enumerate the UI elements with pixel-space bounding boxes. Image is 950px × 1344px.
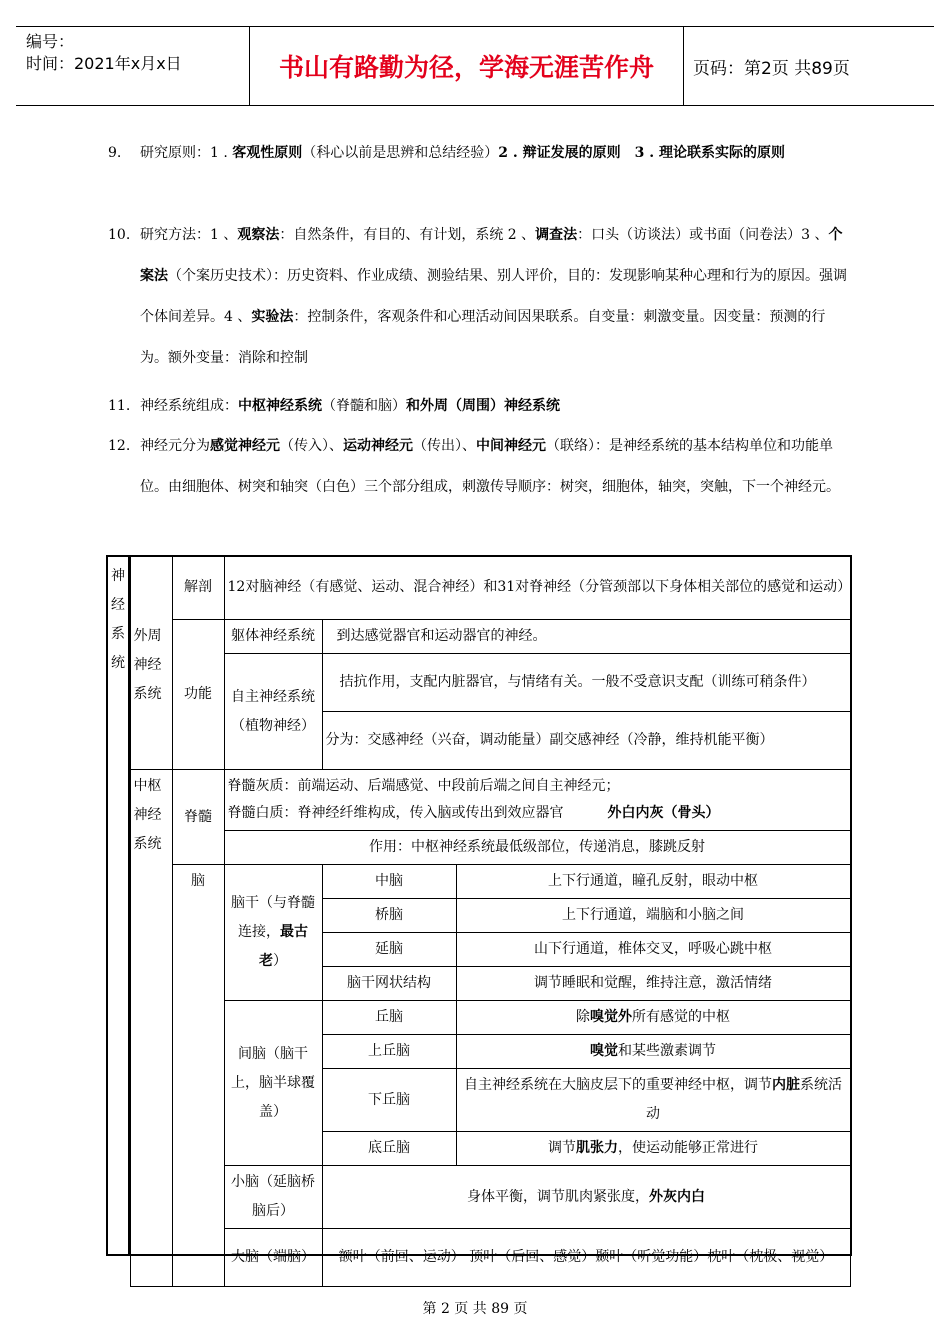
central-label: 中枢神经系统 <box>130 770 172 1287</box>
item-10 <box>108 215 848 379</box>
text: ：控制条件，客观条件和心理活动间因果联系。自变量：刺激变量。因变量：预测的行为。额外变量：消除和控制 <box>140 309 826 366</box>
bold-text: 中间神经元 <box>476 438 546 454</box>
bold-text: 运动神经元 <box>343 438 413 454</box>
bold-text: 实验法 <box>251 309 294 325</box>
bold-text: 内脏 <box>772 1077 800 1093</box>
reticular-label: 脑干网状结构 <box>322 967 456 1001</box>
spinal-matter <box>224 770 850 831</box>
autonomic-desc-1: 拮抗作用，支配内脏器官，与情绪有关。一般不受意识支配（训练可稍条件） <box>322 654 850 712</box>
item-12 <box>108 426 848 549</box>
bold-text: 外灰内白 <box>649 1188 705 1205</box>
text: 调节 <box>548 1140 576 1156</box>
subthalamus-label: 底丘脑 <box>322 1132 456 1166</box>
bold-text: 最古老 <box>259 924 308 969</box>
text: ：是神经系统的基本结构单位和功能单位。由细胞体、树突和轴突（白色）三个部分组成，刺激传导顺序：树突，细胞体，轴突，突触，下一个神经元。 <box>140 438 840 495</box>
text: 所有感觉的中枢 <box>632 1009 730 1025</box>
somatic-label: 躯体神经系统 <box>224 620 322 654</box>
spinal-role: 作用：中枢神经系统最低级部位，传递消息，膝跳反射 <box>224 831 850 865</box>
somatic-desc: 到达感觉器官和运动器官的神经。 <box>322 620 850 654</box>
bold-text: 调查法 <box>535 227 578 243</box>
spinal-label: 脊髓 <box>172 770 224 865</box>
spinal-white-row <box>228 800 847 827</box>
page-footer: 第 2 页 共 89 页 <box>422 1301 528 1317</box>
pons-label: 桥脑 <box>322 899 456 933</box>
bold-text: 感觉神经元 <box>210 438 280 454</box>
bold-text: 肌张力 <box>576 1140 618 1156</box>
text: 研究原则：1 . <box>140 145 233 161</box>
bold-text: （周围） <box>448 398 504 414</box>
item-number: 10. <box>108 227 131 243</box>
item-11 <box>108 386 848 427</box>
hypothalamus-label: 下丘脑 <box>322 1069 456 1132</box>
hypothalamus-desc <box>456 1069 850 1132</box>
pons-desc: 上下行通道，端脑和小脑之间 <box>456 899 850 933</box>
bold-text: 3 . 理论联系实际的原则 <box>634 145 786 161</box>
text: 除 <box>576 1009 590 1025</box>
midbrain-label: 中脑 <box>322 865 456 899</box>
subthalamus-desc <box>456 1132 850 1166</box>
text: ，使运动能够正常进行 <box>618 1140 758 1156</box>
bold-text: 2 . 辩证发展的原则 <box>498 145 621 161</box>
item-number: 11. <box>108 398 131 414</box>
item-text <box>140 215 848 379</box>
cerebrum-desc: 额叶（前回、运动） 顶叶（后回、感觉）颞叶（听觉功能）枕叶（枕极、视觉） <box>322 1229 850 1287</box>
nerve-system-label: 神经系统 <box>111 568 125 671</box>
text: （传出）、 <box>413 438 476 454</box>
text: 研究方法：1 、 <box>140 227 238 243</box>
page-header <box>16 26 934 106</box>
bold-text: 嗅觉 <box>590 1043 618 1059</box>
item-text <box>140 386 848 427</box>
header-meta <box>16 27 250 105</box>
text: （传入）、 <box>280 438 343 454</box>
diencephalon-label: 间脑（脑干上，脑半球覆盖） <box>224 1001 322 1166</box>
table-thick-divider <box>128 556 131 1256</box>
bold-text: ：历史资料、作业成绩、测验结果、别人评价，目的：发现影响某种心理和行为的原因。强调个体间差异。4 、 <box>140 268 847 325</box>
text: （联络） <box>546 438 595 454</box>
text: 神经系统组成： <box>140 398 238 414</box>
brain-label: 脑 <box>172 865 224 1287</box>
thalamus-label: 丘脑 <box>322 1001 456 1035</box>
text: （个案历史技术） <box>168 268 273 284</box>
header-page-info: 页码：第2页 共89页 <box>693 58 850 79</box>
cerebrum-label: 大脑（端脑） <box>224 1229 322 1287</box>
text: 脑干（与脊髓连接， <box>231 895 315 940</box>
item-number: 9. <box>108 145 122 161</box>
nervous-system-table <box>106 555 851 1287</box>
time-label: 时间：2021年x月x日 <box>26 54 182 73</box>
text: （科心以前是思辨和总结经验） <box>302 145 499 161</box>
text: 神经元分为 <box>140 438 210 454</box>
bold-text: 和外周 <box>406 398 448 414</box>
text: ：自然条件，有目的、有计划，系统 2 、 <box>279 227 536 243</box>
text: 身体平衡，调节肌肉紧张度， <box>467 1188 649 1205</box>
bold-text: 客观性原则 <box>232 145 303 161</box>
bold-text: 神经系统 <box>504 398 560 414</box>
text: （脊髓和脑） <box>322 398 406 414</box>
text: 和某些激素调节 <box>618 1043 716 1059</box>
function-label: 功能 <box>172 620 224 770</box>
bold-text: 中枢神经系统 <box>238 398 322 414</box>
medulla-desc: 山下行通道，椎体交叉，呼吸心跳中枢 <box>456 933 850 967</box>
anatomy-label: 解剖 <box>172 556 224 620</box>
spinal-bold: 外白内灰（骨头） <box>607 805 720 821</box>
midbrain-desc: 上下行通道，瞳孔反射，眼动中枢 <box>456 865 850 899</box>
spinal-white: 脊髓白质：脊神经纤维构成，传入脑或传出到效应器官 <box>227 805 564 821</box>
text: 系统活动 <box>646 1077 842 1122</box>
bold-text: 观察法 <box>237 227 280 243</box>
bold-text: 个案法 <box>140 227 843 284</box>
epithalamus-label: 上丘脑 <box>322 1035 456 1069</box>
peripheral-label: 外周神经系统 <box>130 556 172 770</box>
spinal-grey: 脊髓灰质：前端运动、后端感觉、中段前后端之间自主神经元； <box>227 778 620 794</box>
anatomy-desc: 12对脑神经（有感觉、运动、混合神经）和31对脊神经（分管颈部以下身体相关部位的感觉和运动） <box>224 556 850 620</box>
text: ：口头（访谈法）或书面（问卷法）3 、 <box>577 227 829 243</box>
cerebellum-label: 小脑（延脑桥脑后） <box>224 1166 322 1229</box>
item-9 <box>108 133 848 217</box>
bold-text: 嗅觉外 <box>590 1009 632 1025</box>
medulla-label: 延脑 <box>322 933 456 967</box>
item-text <box>140 133 848 174</box>
text: ） <box>273 953 287 969</box>
item-number: 12. <box>108 438 131 454</box>
header-motto: 书山有路勤为径，学海无涯苦作舟 <box>250 27 684 105</box>
epithalamus-desc <box>456 1035 850 1069</box>
brainstem-label <box>224 865 322 1001</box>
item-text <box>140 426 848 508</box>
autonomic-label: 自主神经系统（植物神经） <box>224 654 322 770</box>
serial-label: 编号： <box>26 32 75 51</box>
autonomic-desc-2: 分为：交感神经（兴奋，调动能量）副交感神经（冷静，维持机能平衡） <box>322 712 850 770</box>
cerebellum-desc <box>322 1166 850 1229</box>
reticular-desc: 调节睡眠和觉醒，维持注意，激活情绪 <box>456 967 850 1001</box>
text: 自主神经系统在大脑皮层下的重要神经中枢，调节 <box>464 1077 772 1093</box>
thalamus-desc <box>456 1001 850 1035</box>
